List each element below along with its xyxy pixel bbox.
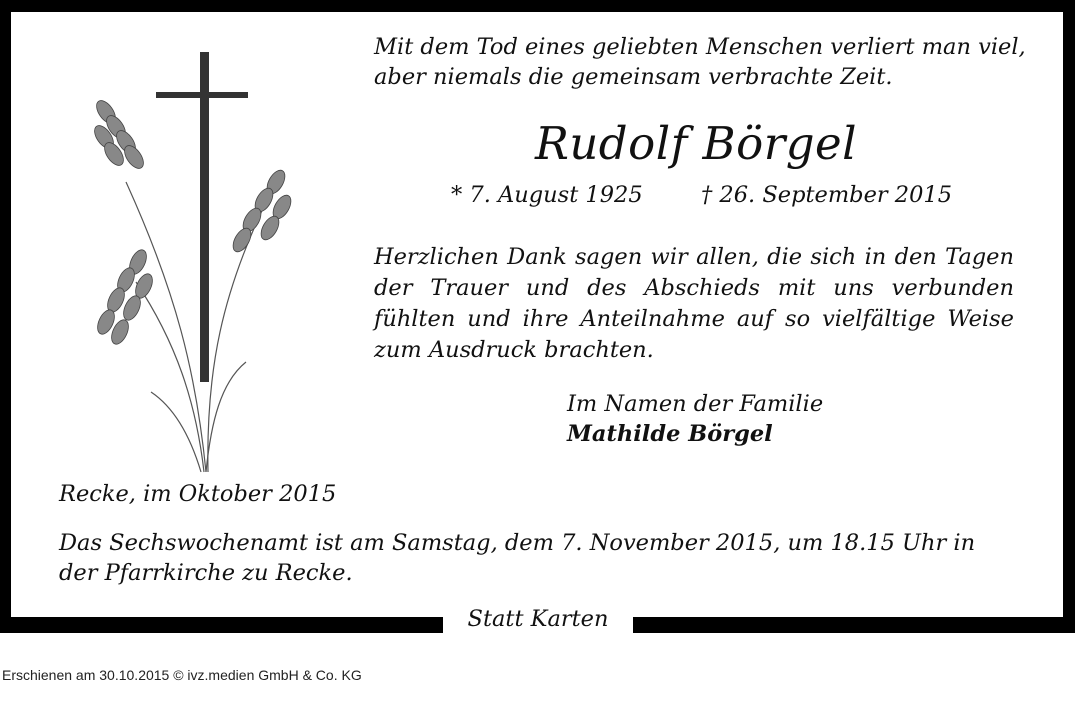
statt-karten-label: Statt Karten xyxy=(467,606,609,632)
notice-card xyxy=(11,12,1063,617)
thanks-text: Herzlichen Dank sagen wir allen, die sich in den Tagen der Trauer und des Abschieds mit uns verbunden fühlten und ihre Anteilnahme auf so vielfältige Weise zum Ausdruck brachten. xyxy=(374,244,1014,363)
quote-line: aber niemals die gemeinsam verbrachte Zeit. xyxy=(374,64,893,90)
birth-date: * 7. August 1925 xyxy=(451,182,643,208)
life-dates xyxy=(451,182,971,208)
cross-with-wheat-icon xyxy=(56,42,316,482)
place-date: Recke, im Oktober 2015 xyxy=(59,481,337,507)
signature-intro: Im Namen der Familie xyxy=(567,391,824,417)
opening-quote xyxy=(374,32,1044,92)
memorial-mass-text: Das Sechswochenamt ist am Samstag, dem 7. November 2015, um 18.15 Uhr in der Pfarrkirche zu Recke. xyxy=(59,530,976,586)
publication-footer: Erschienen am 30.10.2015 © ivz.medien GmbH & Co. KG xyxy=(2,667,362,683)
death-date: † 26. September 2015 xyxy=(701,182,953,208)
signer-name: Mathilde Börgel xyxy=(567,421,773,447)
deceased-name: Rudolf Börgel xyxy=(534,117,858,170)
signature-block xyxy=(567,389,987,449)
quote-line: Mit dem Tod eines geliebten Menschen verliert man viel, xyxy=(374,34,1026,60)
